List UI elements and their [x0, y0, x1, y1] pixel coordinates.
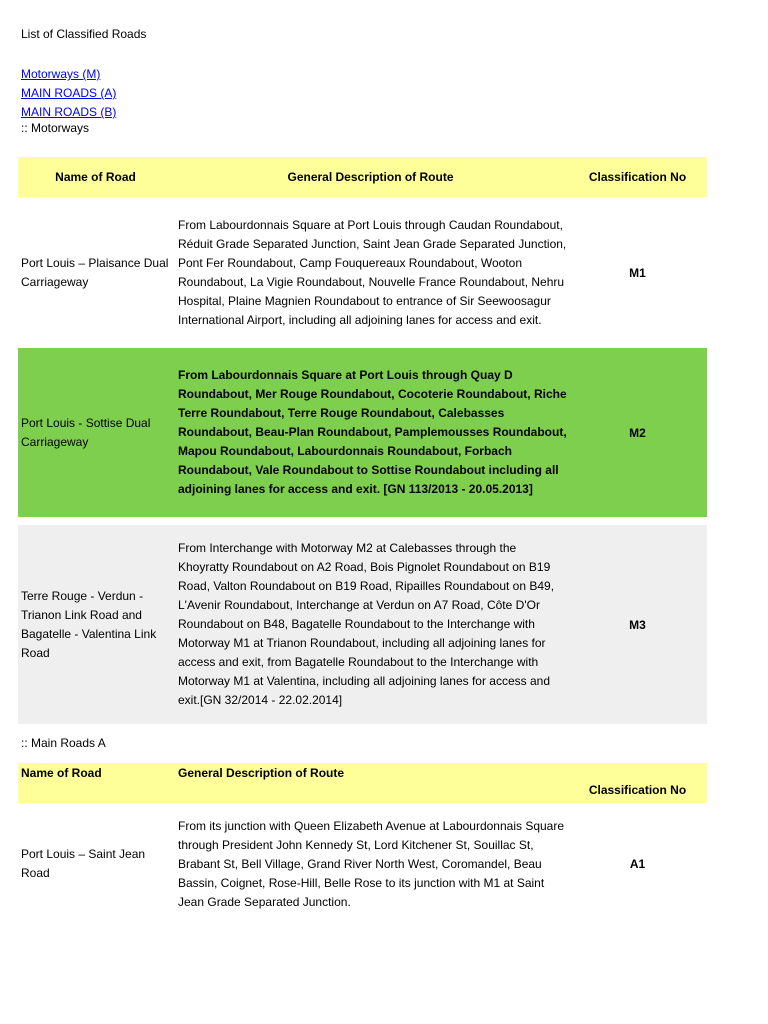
column-header-name: Name of Road: [55, 170, 136, 184]
page-title: List of Classified Roads: [21, 27, 147, 41]
route-description: From Labourdonnais Square at Port Louis through Caudan Roundabout, Réduit Grade Separated Junction, Saint Jean Grade Separated Junction, Pont Fer Roundabout, Camp Fouquereaux Roundabout, Wooton Roundabout, La Vigie Roundabout, Nouvelle France Roundabout, Nehru Hospital, Plaine Magnien Roundabout to entrance of Sir Seewoosagur International Airport, including all adjoining lanes for access and exit.: [178, 217, 567, 327]
road-name: Port Louis – Saint Jean Road: [21, 847, 146, 880]
table-row: [18, 809, 707, 919]
classification-no: M1: [629, 265, 646, 280]
table-row: [18, 197, 707, 348]
route-description: From its junction with Queen Elizabeth Avenue at Labourdonnais Square through President John Kennedy St, Lord Kitchener St, Souillac St, Brabant St, Bell Village, Grand River North West, Coromandel, Beau Bassin, Coignet, Rose-Hill, Belle Rose to its junction with M1 at Saint Jean Grade Separated Junction.: [178, 818, 565, 909]
row-spacer: [18, 517, 707, 525]
column-header-description: General Description of Route: [287, 170, 454, 184]
table-row: [18, 525, 707, 724]
column-header-classification: Classification No: [588, 170, 687, 184]
main-roads-a-table: [18, 763, 707, 919]
column-header-classification: Classification No: [588, 783, 687, 797]
table-header-row: [18, 763, 707, 803]
classification-no: M3: [629, 617, 646, 632]
road-name: Port Louis – Plaisance Dual Carriageway: [21, 255, 169, 289]
classification-no: M2: [629, 425, 646, 440]
classification-no: A1: [629, 857, 646, 871]
link-main-roads-a[interactable]: MAIN ROADS (A): [21, 86, 117, 100]
road-name: Port Louis - Sottise Dual Carriageway: [21, 415, 151, 449]
link-main-roads-b[interactable]: MAIN ROADS (B): [21, 105, 117, 119]
road-name: Terre Rouge - Verdun - Trianon Link Road and Bagatelle - Valentina Link Road: [21, 588, 157, 660]
motorways-heading: :: Motorways: [21, 121, 90, 135]
table-row: [18, 348, 707, 517]
column-header-description: General Description of Route: [178, 766, 345, 780]
column-header-name: Name of Road: [21, 766, 102, 780]
motorways-table: [18, 157, 707, 724]
section-links: [21, 65, 116, 122]
route-description: From Labourdonnais Square at Port Louis through Quay D Roundabout, Mer Rouge Roundabout, Cocoterie Roundabout, Riche Terre Roundabout, Terre Rouge Roundabout, Calebasses Roundabout, Beau-Plan Roundabout, Pamplemousses Roundabout, Mapou Roundabout, Labourdonnais Roundabout, Forbach Roundabout, Vale Roundabout to Sottise Roundabout including all adjoining lanes for access and exit. [GN 113/2013 - 20.05.2013]: [178, 368, 567, 496]
main-roads-a-heading: :: Main Roads A: [21, 736, 106, 750]
table-header-row: [18, 157, 707, 197]
route-description: From Interchange with Motorway M2 at Calebasses through the Khoyratty Roundabout on A2 Road, Bois Pignolet Roundabout on B19 Road, Valton Roundabout on B19 Road, Ripailles Roundabout on B49, L'Avenir Roundabout, Interchange at Verdun on A7 Road, Côte D'Or Roundabout on B48, Bagatelle Roundabout to the Interchange with Motorway M1 at Trianon Roundabout, including all adjoining lanes for access and exit, from Bagatelle Roundabout to the Interchange with Motorway M1 at Valentina, including all adjoining lanes for access and exit.[GN 32/2014 - 22.02.2014]: [178, 541, 555, 707]
link-motorways[interactable]: Motorways (M): [21, 67, 101, 81]
